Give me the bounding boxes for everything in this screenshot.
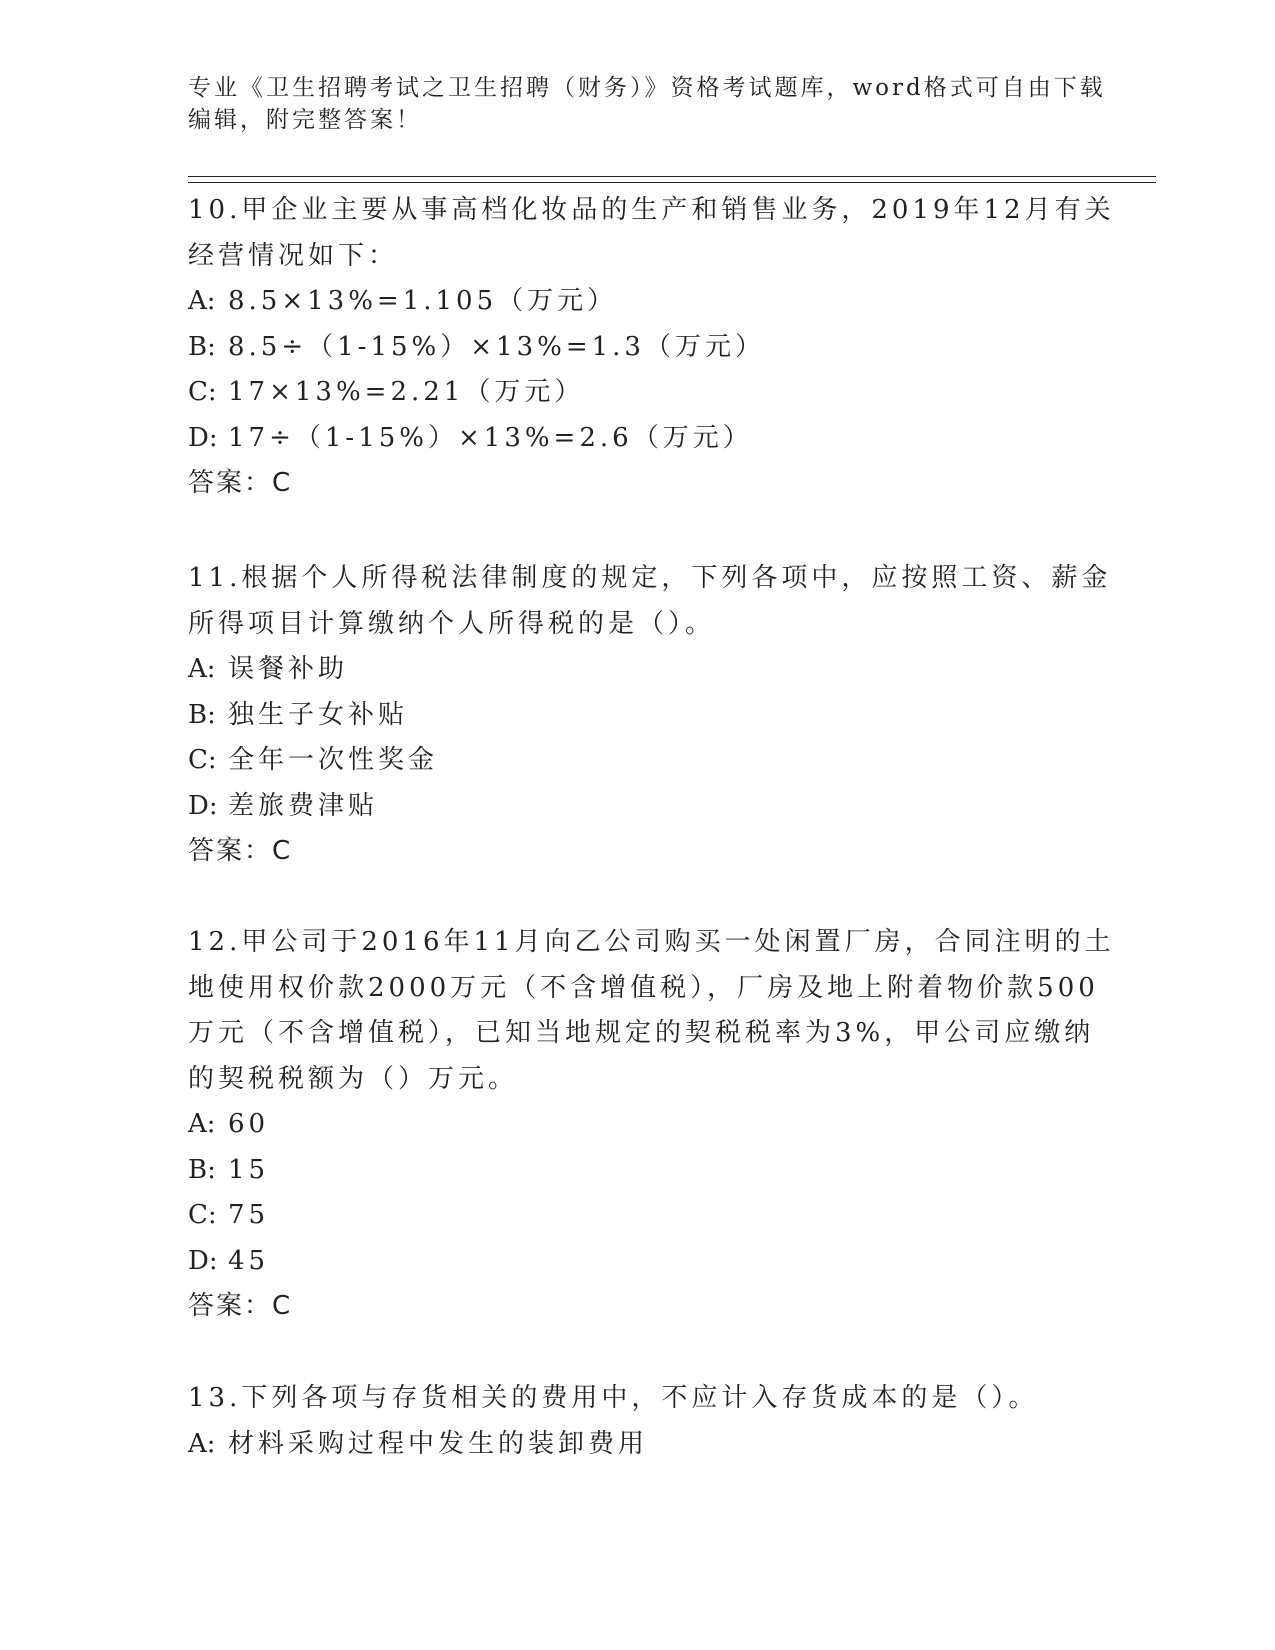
answer-line: 答案：C	[188, 1291, 293, 1321]
option-letter: D:	[188, 422, 218, 453]
option-text: 独生子女补贴	[228, 699, 409, 730]
option-letter: D:	[188, 790, 218, 821]
option-text: 全年一次性奖金	[228, 745, 439, 775]
header-line-2: 编辑，附完整答案！	[188, 107, 422, 133]
option-d	[188, 416, 1088, 462]
option-letter: B:	[188, 331, 216, 362]
document-header	[188, 72, 1106, 136]
question-stem-line: 的契税税额为（）万元。	[188, 1063, 519, 1094]
option-c	[188, 1193, 1088, 1239]
option-text: 8.5×13%=1.105（万元）	[228, 286, 618, 316]
option-text: 8.5÷（1-15%）×13%=1.3（万元）	[228, 331, 765, 362]
question-stem-line: 12.甲公司于2016年11月向乙公司购买一处闲置厂房，合同注明的土	[188, 927, 1115, 957]
question-11	[188, 556, 1112, 875]
question-12	[188, 920, 1115, 1330]
option-text: 误餐补助	[228, 654, 349, 684]
answer-line: 答案：C	[188, 468, 293, 498]
option-text: 45	[228, 1245, 270, 1276]
header-divider-top	[188, 176, 1156, 177]
option-d	[188, 784, 1088, 830]
option-b	[188, 325, 1088, 371]
option-text: 17×13%=2.21（万元）	[228, 377, 585, 407]
option-letter: C:	[188, 745, 217, 775]
question-10	[188, 188, 1115, 507]
question-13	[188, 1376, 1088, 1467]
option-text: 差旅费津贴	[228, 790, 379, 821]
option-b	[188, 1148, 1088, 1194]
option-a	[188, 279, 1088, 325]
option-a	[188, 647, 1088, 693]
question-stem-line: 11.根据个人所得税法律制度的规定，下列各项中，应按照工资、薪金	[188, 563, 1112, 593]
option-b	[188, 693, 1088, 739]
option-letter: A:	[188, 1109, 216, 1139]
option-text: 15	[228, 1154, 270, 1185]
answer-line: 答案：C	[188, 836, 293, 866]
question-stem-line: 13.下列各项与存货相关的费用中，不应计入存货成本的是（）。	[188, 1383, 1039, 1413]
question-stem-line: 地使用权价款2000万元（不含增值税），厂房及地上附着物价款500	[188, 972, 1099, 1003]
option-text: 60	[228, 1109, 270, 1139]
option-d	[188, 1239, 1088, 1285]
option-text: 材料采购过程中发生的装卸费用	[228, 1428, 649, 1459]
header-divider-bottom	[188, 182, 1156, 183]
option-letter: A:	[188, 654, 216, 684]
option-a	[188, 1422, 1088, 1468]
option-text: 17÷（1-15%）×13%=2.6（万元）	[228, 422, 753, 453]
option-letter: B:	[188, 699, 216, 730]
option-a	[188, 1102, 1088, 1148]
option-letter: A:	[188, 286, 216, 316]
question-stem-line: 10.甲企业主要从事高档化妆品的生产和销售业务，2019年12月有关	[188, 195, 1115, 225]
question-stem-line: 所得项目计算缴纳个人所得税的是（）。	[188, 608, 716, 639]
option-letter: D:	[188, 1245, 218, 1276]
option-text: 75	[228, 1200, 270, 1230]
option-letter: C:	[188, 377, 217, 407]
question-stem-line: 万元（不含增值税），已知当地规定的契税税率为3%，甲公司应缴纳	[188, 1018, 1095, 1048]
option-letter: B:	[188, 1154, 216, 1185]
question-stem-line: 经营情况如下：	[188, 240, 399, 271]
option-letter: A:	[188, 1428, 216, 1459]
header-line-1: 专业《卫生招聘考试之卫生招聘（财务）》资格考试题库，word格式可自由下载	[188, 75, 1106, 101]
option-letter: C:	[188, 1200, 217, 1230]
option-c	[188, 738, 1088, 784]
option-c	[188, 370, 1088, 416]
